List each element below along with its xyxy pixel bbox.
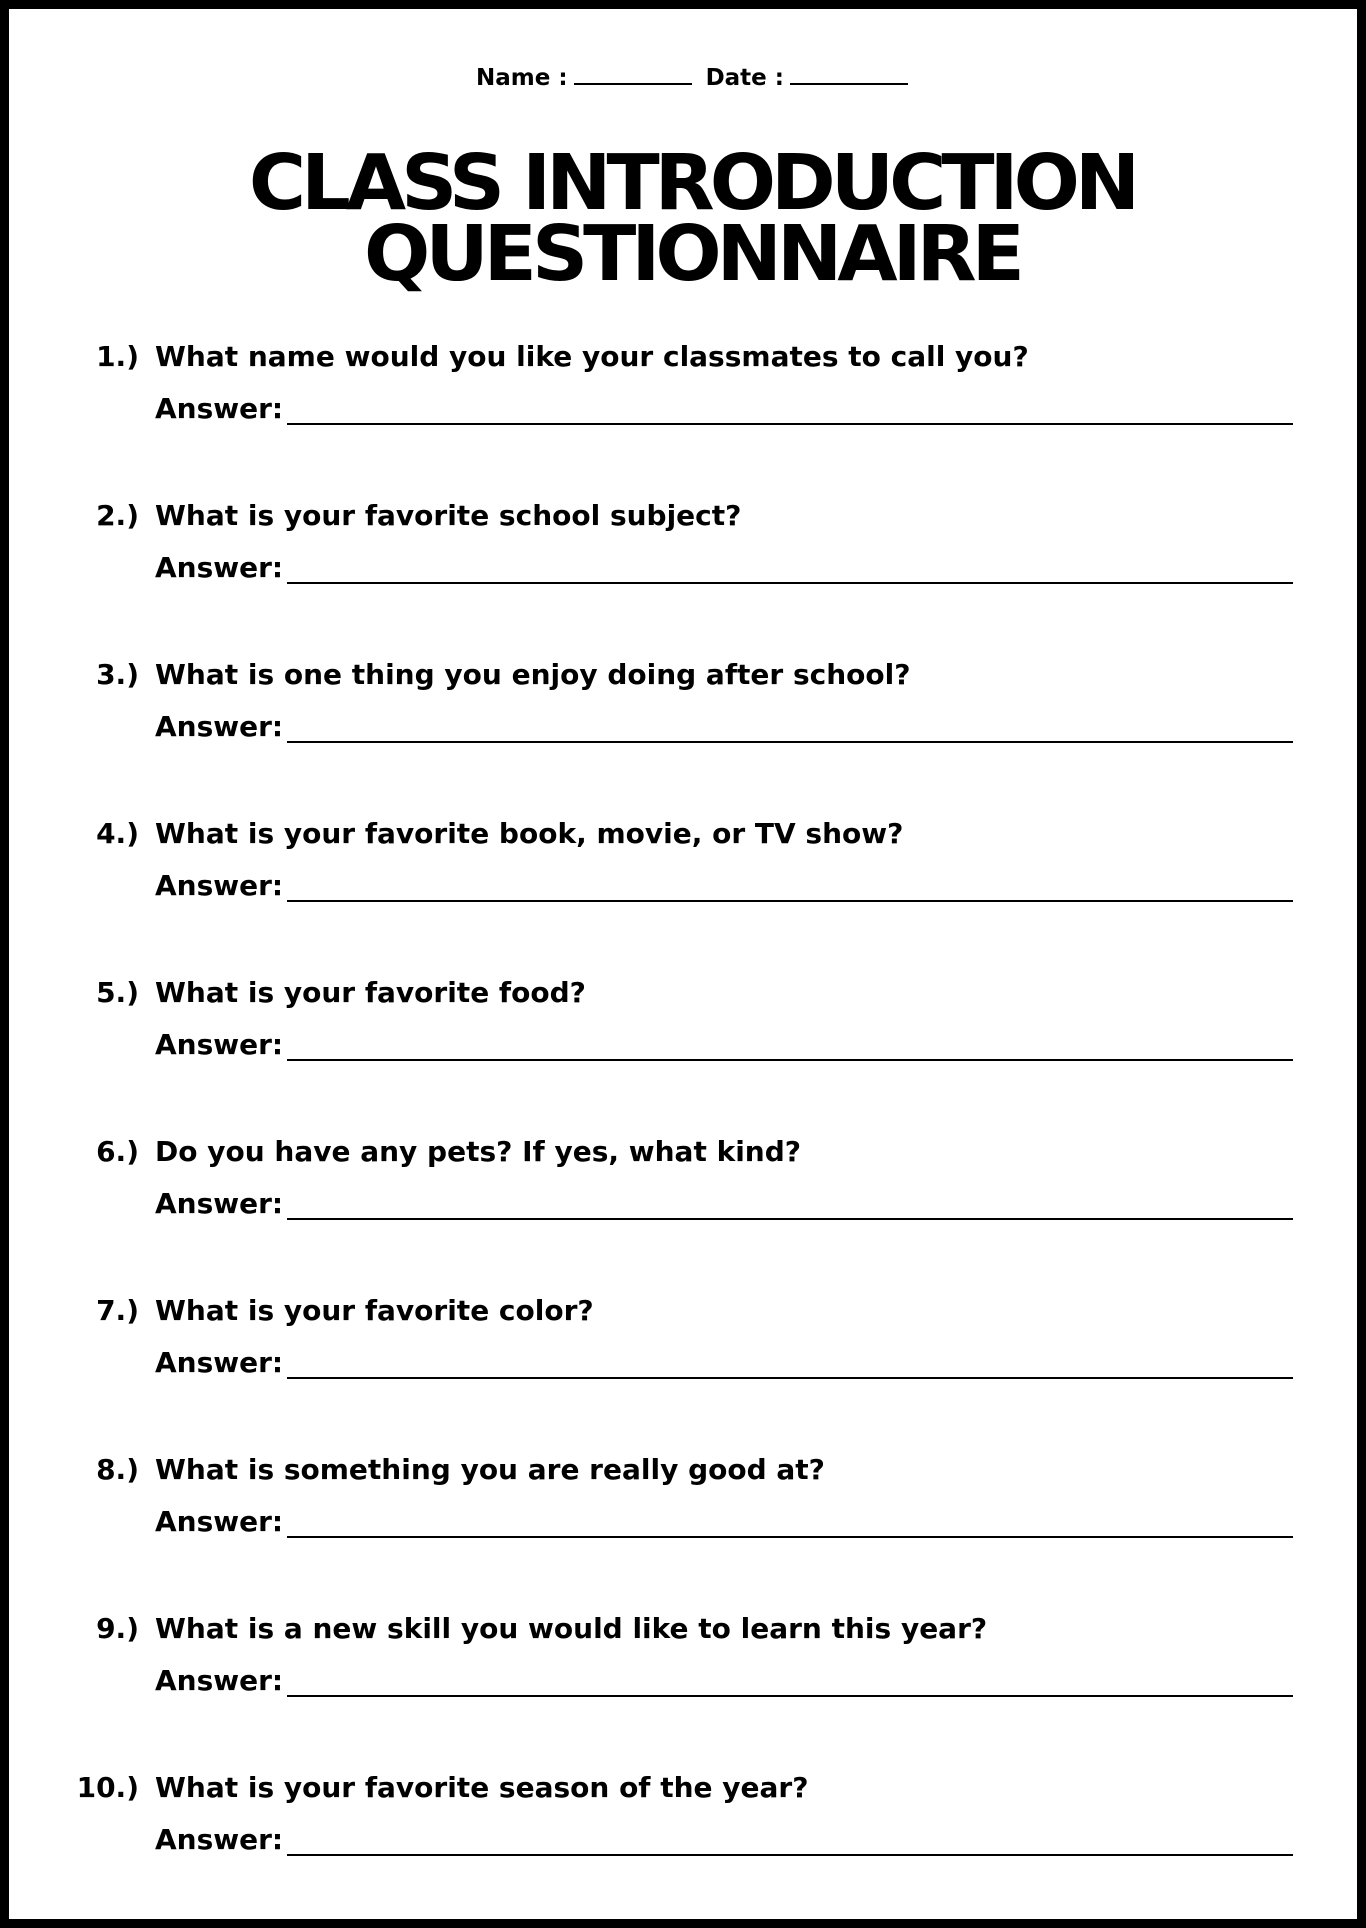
answer-line[interactable] (287, 741, 1293, 743)
answer-row (155, 1505, 1293, 1545)
question-number: 1.) (96, 340, 139, 373)
answer-row (155, 1346, 1293, 1386)
answer-row (155, 1028, 1293, 1068)
answer-line[interactable] (287, 582, 1293, 584)
question-10 (9, 1765, 1366, 1924)
title-line-2: QUESTIONNAIRE (364, 210, 1020, 299)
question-text: Do you have any pets? If yes, what kind? (155, 1135, 802, 1168)
question-number: 5.) (96, 976, 139, 1009)
question-9 (9, 1606, 1366, 1765)
question-text: What is your favorite book, movie, or TV show? (155, 817, 904, 850)
answer-label: Answer: (155, 551, 284, 584)
question-number: 9.) (96, 1612, 139, 1645)
answer-label: Answer: (155, 869, 284, 902)
question-number: 8.) (96, 1453, 139, 1486)
question-text: What is your favorite school subject? (155, 499, 742, 532)
answer-label: Answer: (155, 1823, 284, 1856)
answer-label: Answer: (155, 1187, 284, 1220)
question-number: 6.) (96, 1135, 139, 1168)
answer-label: Answer: (155, 1505, 284, 1538)
question-text: What is your favorite color? (155, 1294, 594, 1327)
question-number: 10.) (76, 1771, 139, 1804)
question-text: What name would you like your classmates to call you? (155, 340, 1029, 373)
question-text: What is your favorite season of the year? (155, 1771, 809, 1804)
question-number: 4.) (96, 817, 139, 850)
question-4 (9, 811, 1366, 970)
question-3 (9, 652, 1366, 811)
answer-row (155, 551, 1293, 591)
answer-label: Answer: (155, 392, 284, 425)
question-6 (9, 1129, 1366, 1288)
answer-row (155, 1187, 1293, 1227)
question-number: 3.) (96, 658, 139, 691)
answer-row (155, 710, 1293, 750)
answer-line[interactable] (287, 1218, 1293, 1220)
answer-row (155, 869, 1293, 909)
name-blank[interactable] (574, 65, 692, 85)
name-label: Name : (476, 65, 568, 91)
answer-label: Answer: (155, 710, 284, 743)
question-5 (9, 970, 1366, 1129)
answer-row (155, 392, 1293, 432)
question-text: What is a new skill you would like to learn this year? (155, 1612, 988, 1645)
answer-line[interactable] (287, 1377, 1293, 1379)
page-title (9, 139, 1366, 299)
answer-label: Answer: (155, 1664, 284, 1697)
answer-line[interactable] (287, 1536, 1293, 1538)
answer-label: Answer: (155, 1346, 284, 1379)
answer-line[interactable] (287, 900, 1293, 902)
question-text: What is something you are really good at? (155, 1453, 825, 1486)
name-date-header (9, 65, 1366, 91)
question-text: What is one thing you enjoy doing after school? (155, 658, 911, 691)
question-1 (9, 334, 1366, 493)
question-7 (9, 1288, 1366, 1447)
question-number: 7.) (96, 1294, 139, 1327)
question-2 (9, 493, 1366, 652)
date-label: Date : (705, 65, 784, 91)
question-8 (9, 1447, 1366, 1606)
answer-line[interactable] (287, 1854, 1293, 1856)
answer-line[interactable] (287, 423, 1293, 425)
answer-line[interactable] (287, 1695, 1293, 1697)
date-blank[interactable] (790, 65, 908, 85)
answer-label: Answer: (155, 1028, 284, 1061)
question-text: What is your favorite food? (155, 976, 586, 1009)
answer-row (155, 1823, 1293, 1863)
title-line-1: CLASS INTRODUCTION (248, 139, 1136, 228)
question-number: 2.) (96, 499, 139, 532)
answer-line[interactable] (287, 1059, 1293, 1061)
answer-row (155, 1664, 1293, 1704)
